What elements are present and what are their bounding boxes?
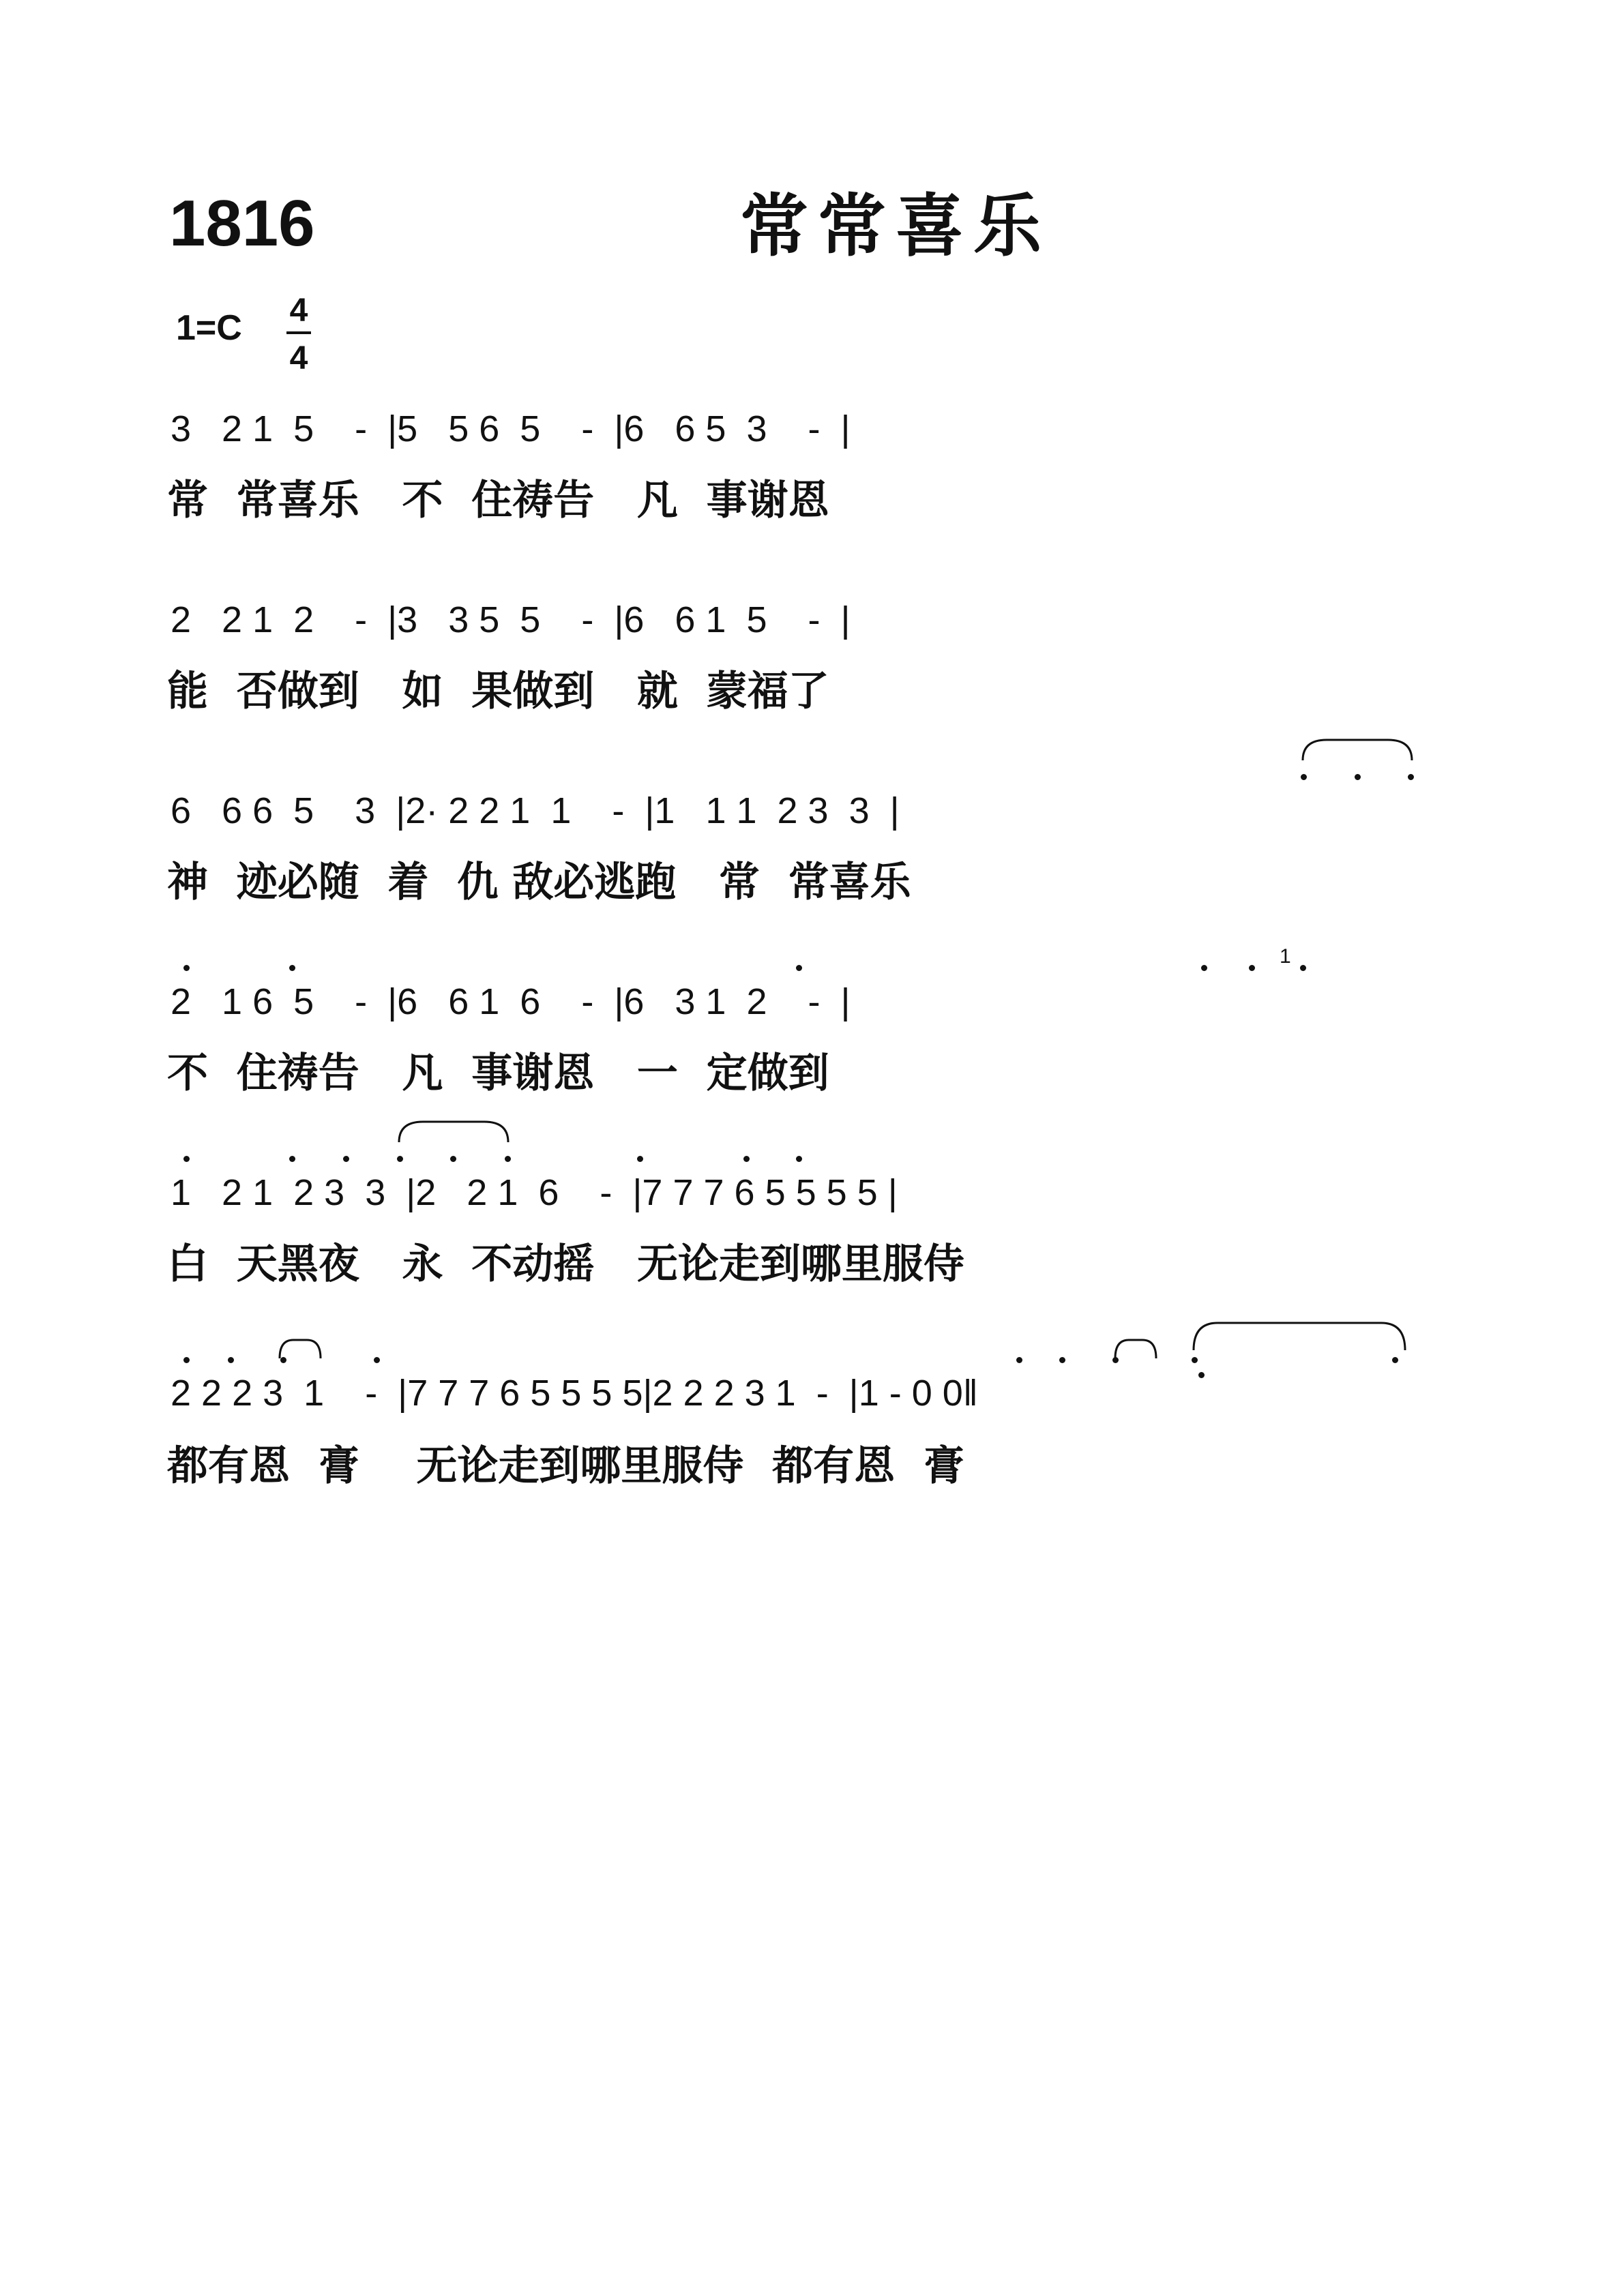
octave-dot [1112,1357,1119,1363]
tie-arc [1190,1320,1408,1354]
octave-dot [743,1156,750,1162]
tie-arc [1299,736,1415,764]
tie-arc [396,1118,512,1146]
octave-dot [397,1156,403,1162]
octave-dot [1392,1357,1398,1363]
notation-line-1: 3 2 1 5 - |5 5 6 5 - |6 6 5 3 - | [171,408,851,449]
notation-line-6: 2 2 2 3 1 - |7 7 7 6 5 5 5 5|2 2 2 3 1 - |1 - 0 0‖ [171,1373,979,1414]
lyric-line-4: 不 住祷告 凡 事谢恩 一 定做到 [167,1049,829,1097]
octave-dot [280,1357,286,1363]
octave-dot [1192,1357,1198,1363]
octave-dot [505,1156,511,1162]
lyric-line-6: 都有恩 膏 无论走到哪里服侍 都有恩 膏 [167,1442,964,1490]
notation-line-5: 1 2 1 2 3 3 |2 2 1 6 - |7 7 7 6 5 5 5 5 | [171,1172,898,1213]
hymn-number: 1816 [169,187,315,260]
octave-dot [1201,965,1207,971]
notation-line-2: 2 2 1 2 - |3 3 5 5 - |6 6 1 5 - | [171,599,851,640]
octave-dot [637,1156,643,1162]
octave-dot [183,1156,190,1162]
time-signature-top: 4 [289,293,308,329]
octave-dot [1249,965,1255,971]
octave-dot [1355,774,1361,780]
octave-dot [289,1156,295,1162]
lyric-line-5: 白 天黑夜 永 不动摇 无论走到哪里服侍 [167,1240,964,1288]
octave-dot [228,1357,234,1363]
octave-dot [1300,965,1306,971]
lyric-line-1: 常 常喜乐 不 住祷告 凡 事谢恩 [167,477,829,524]
octave-dot [1016,1357,1022,1363]
lyric-line-2: 能 否做到 如 果做到 就 蒙福了 [167,668,829,715]
octave-dot [374,1357,380,1363]
octave-dot [1408,774,1414,780]
page-title: 常常喜乐 [740,186,1051,266]
octave-dot [183,1357,190,1363]
octave-dot [450,1156,456,1162]
octave-dot [1301,774,1307,780]
octave-dot [796,1156,802,1162]
notation-line-3: 6 6 6 5 3 |2· 2 2 1 1 - |1 1 1 2 3 3 | [171,790,900,831]
key-signature: 1=C [176,308,242,348]
octave-dot [1198,1372,1205,1378]
tie-arc [1112,1337,1160,1361]
octave-dot [343,1156,349,1162]
notation-line-4: 2 1 6 5 - |6 6 1 6 - |6 3 1 2 - | [171,981,851,1022]
octave-dot [183,965,190,971]
octave-dot [796,965,802,971]
time-signature-bottom: 4 [289,340,308,376]
lyric-line-3: 神 迹必随 着 仇 敌必逃跑 常 常喜乐 [167,859,911,906]
octave-dot [1059,1357,1065,1363]
time-signature-line [286,331,311,334]
octave-dot [289,965,295,971]
grace-note: 1 [1280,945,1291,968]
